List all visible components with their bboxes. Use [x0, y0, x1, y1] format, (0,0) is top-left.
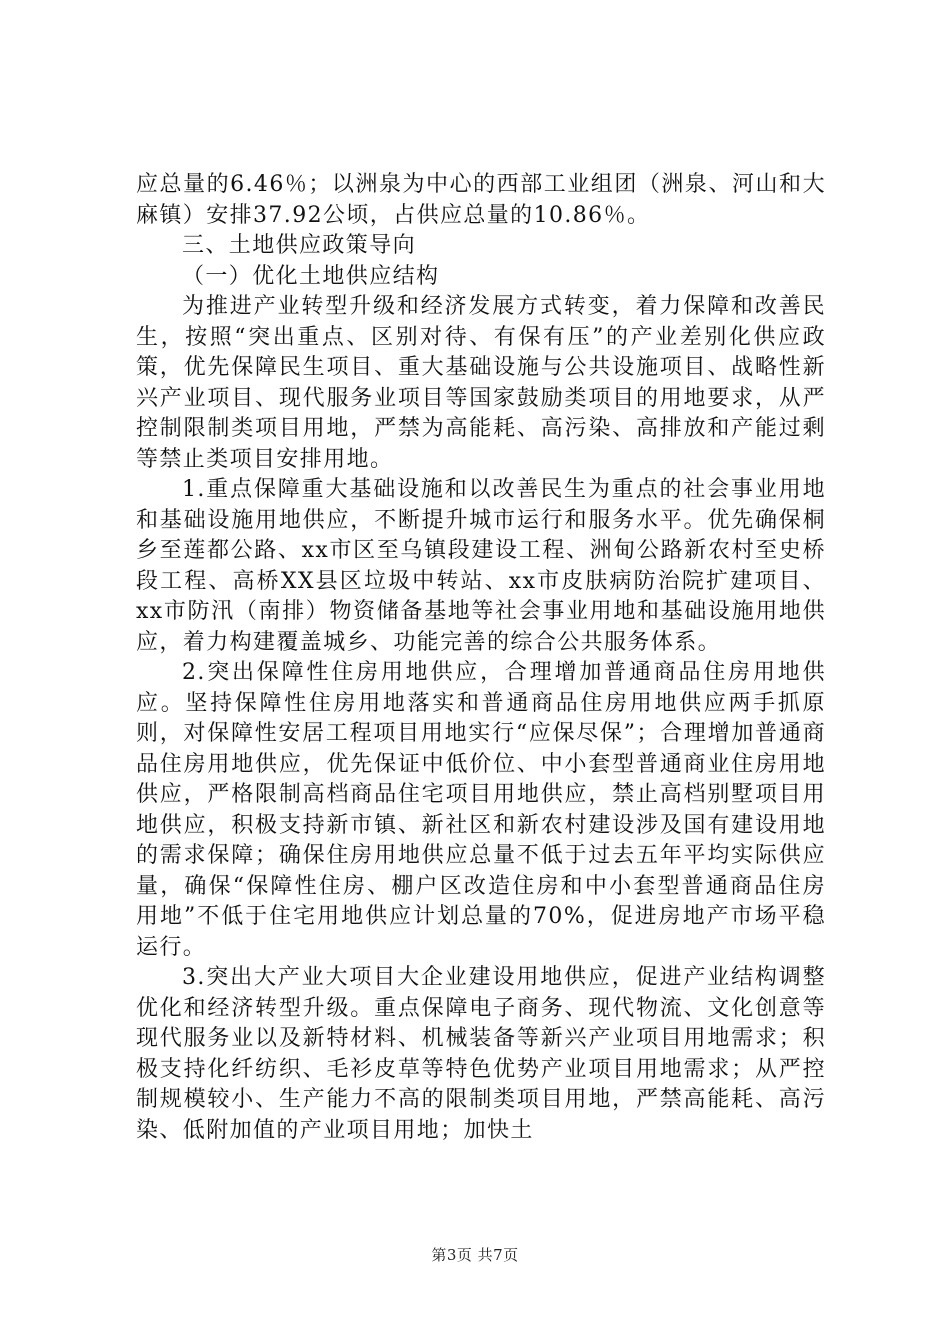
- paragraph-item-3: 3.突出大产业大项目大企业建设用地供应，促进产业结构调整优化和经济转型升级。重点保障电子商务、现代物流、文化创意等现代服务业以及新特材料、机械装备等新兴产业项目用地需求；积极支持化纤纺织、毛衫皮草等特色优势产业项目用地需求；从严控制规模较小、生产能力不高的限制类项目用地，严禁高能耗、高污染、低附加值的产业项目用地；加快土: [136, 965, 826, 1143]
- paragraph-item-2: 2.突出保障性住房用地供应，合理增加普通商品住房用地供应。坚持保障性住房用地落实和普通商品住房用地供应两手抓原则，对保障性安居工程项目用地实行“应保尽保”；合理增加普通商品住房用地供应，优先保证中低价位、中小套型普通商业住房用地供应，严格限制高档商品住宅项目用地供应，禁止高档别墅项目用地供应，积极支持新市镇、新社区和新农村建设涉及国有建设用地的需求保障；确保住房用地供应总量不低于过去五年平均实际供应量，确保“保障性住房、棚户区改造住房和中小套型普通商品住房用地”不低于住宅用地供应计划总量的70%，促进房地产市场平稳运行。: [136, 660, 826, 960]
- paragraph-item-1: 1.重点保障重大基础设施和以改善民生为重点的社会事业用地和基础设施用地供应，不断提升城市运行和服务水平。优先确保桐乡至莲都公路、xx市区至乌镇段建设工程、洲甸公路新农村至史桥段工程、高桥XX县区垃圾中转站、xx市皮肤病防治院扩建项目、xx市防汛（南排）物资储备基地等社会事业用地和基础设施用地供应，着力构建覆盖城乡、功能完善的综合公共服务体系。: [136, 477, 826, 655]
- page-number-footer: 第3页 共7页: [431, 1246, 519, 1264]
- paragraph-policy-intro: 为推进产业转型升级和经济发展方式转变，着力保障和改善民生，按照“突出重点、区别对待、有保有压”的产业差别化供应政策，优先保障民生项目、重大基础设施与公共设施项目、战略性新兴产业项目、现代服务业项目等国家鼓励类项目的用地要求，从严控制限制类项目用地，严禁为高能耗、高污染、高排放和产能过剩等禁止类项目安排用地。: [136, 294, 826, 472]
- subsection-heading-optimize-structure: （一）优化土地供应结构: [182, 263, 440, 289]
- paragraph-continuation: 应总量的6.46％；以洲泉为中心的西部工业组团（洲泉、河山和大麻镇）安排37.92公顷，占供应总量的10.86％。: [136, 172, 826, 228]
- document-body: [136, 170, 826, 1146]
- section-heading-land-supply-policy: 三、土地供应政策导向: [182, 233, 417, 258]
